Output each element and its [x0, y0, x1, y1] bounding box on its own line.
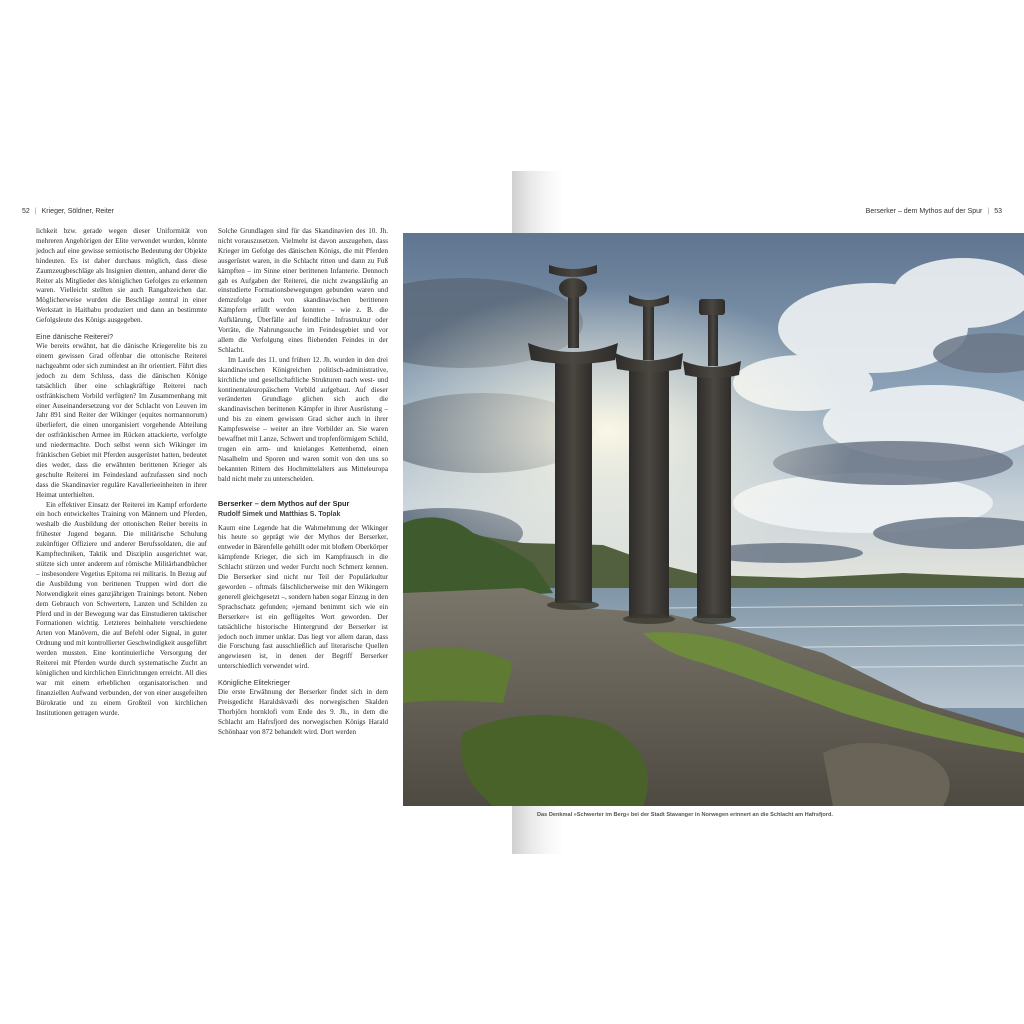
section-heading: Königliche Elitekrieger — [218, 678, 291, 688]
running-head-right-title: Berserker – dem Mythos auf der Spur — [865, 208, 983, 215]
paragraph: Kaum eine Legende hat die Wahrnehmung der Wikinger bis heute so geprägt wie der Mythos der Berserker, entweder in Bärenfelle gehüllt oder mit bloßem Oberkörper kämpfende Krieger, die sich im Kampfrausch in die Schlacht stürzen und weder Furcht noch Schmerz kennen. Die Berserker sind nicht nur Teil der Populärkultur geworden – oftmals fälschlicherweise mit den Wikingern generell gleichgesetzt –, sondern haben sogar Einzug in den Sprachschatz gefunden; »jemand benimmt sich wie ein Berserker« ist ein geflügeltes Wort geworden. Der tatsächliche historische Hintergrund der Berserker ist jedoch noch immer unklar. Das liegt vor allem daran, dass die Forschung fast ausschließlich auf literarische Quellen angewiesen ist, in denen der Begriff Berserker unterschiedlich verwendet wird. — [218, 523, 388, 671]
photo-swords-in-rock — [403, 233, 1024, 806]
text-column-2 — [218, 227, 388, 738]
page-number-right: 53 — [994, 208, 1002, 215]
running-head-right: Berserker – dem Mythos auf der Spur | 53 — [865, 208, 1002, 215]
page-number-left: 52 — [22, 208, 30, 215]
photo-caption: Das Denkmal »Schwerter im Berg« bei der Stadt Stavanger in Norwegen erinnert an die Schlacht am Hafrsfjord. — [537, 812, 833, 818]
paragraph: Wie bereits erwähnt, hat die dänische Kriegerelite bis zu einem gewissen Grad offenbar die ottonische Reiterei nachgeahmt oder sich zumindest an ihr orientiert. Führt dies jedoch zu dem Schluss, dass die dänischen Könige tatsächlich über eine schlagkräftige Reiterei nach ostfränkischem Vorbild verfügten? Im Zusammenhang mit einer Auseinandersetzung vor der Schlacht von Leuven im Jahr 891 sind Reiter der Wikinger (equites normannorum) überliefert, die einen unorganisiert vorgehende Abteilung der ostfränkischen Armee im Rücken attackierte, verfolgte und niedermachte. Doch selbst wenn sich Wikinger im fränkischen Gebiet mit Pferden ausgerüstet hatten, bedeutet dies weder, dass die erwähnten berittenen Krieger als geschulte Reiterei im Feindesland aufzufassen sind noch dass die Skandinavier reguläre Kavallerieeinheiten in ihrer Heimat unterhielten. — [36, 342, 207, 499]
running-head-left: 52 | Krieger, Söldner, Reiter — [22, 208, 114, 215]
paragraph: Solche Grundlagen sind für das Skandinavien des 10. Jh. nicht vorauszusetzen. Vielmehr ist davon auszugehen, dass Krieger im Gefolge des dänischen Königs, die mit Pferden ausgerüstet waren, in die Schlacht ritten und dann zu Fuß kämpften – im Sinne einer berittenen Infanterie. Dennoch gab es Aufgaben der Reiterei, die nicht zwangsläufig an einstudierte Formationsbewegungen gebunden waren und demzufolge auch von skandinavischen berittenen Kämpfern erfüllt werden konnten – wie z. B. die Aufklärung, Überfälle auf feindliche Infrastruktur oder Vorräte, die Nahrungssuche im Feindesgebiet und vor allem die Verfolgung eines fliehenden Feindes in der Schlacht. — [218, 227, 388, 354]
paragraph: lichkeit bzw. gerade wegen dieser Uniformität von mehreren Angehörigen der Elite verwendet wurden, könnte jedoch auf eine gewisse semiotische Bedeutung der Objekte hindeuten. Es ist daher durchaus möglich, dass diese Zaumzeugbeschläge als Insignien dienten, anhand derer die Reiter als Mitglieder des königlichen Gefolges zu erkennen waren. Vielleicht stellten sie auch Rangabzeichen dar. Möglicherweise wurden die Beschläge zentral in einer Werkstatt in Haithabu produziert und dann an bestimmte Gefolgsleute des Königs ausgegeben. — [36, 227, 207, 325]
section-heading: Eine dänische Reiterei? — [36, 332, 114, 342]
photo-illustration — [403, 233, 1024, 806]
box-title: Berserker – dem Mythos auf der Spur — [218, 498, 350, 508]
paragraph: Ein effektiver Einsatz der Reiterei im Kampf erforderte ein hoch entwickeltes Training von Männern und Pferden, weshalb die Ausbildung der ottonischen Reiter bereits in frühester Jugend begann. Die militärische Schulung zukünftiger Offiziere und anderer Berufssoldaten, die auf Kampftechniken, Taktik und Disziplin ausgerichtet war, stützte sich unter anderem auf römische Militärhandbücher – insbesondere Vegetius Epitoma rei militaris. In Bezug auf die Ausbildung von berittenen Truppen wird dort die Notwendigkeit eines ganzjährigen Trainings betont. Neben dem Gebrauch von Schwertern, Lanzen und Schilden zu Pferd und in der Bewegung war das Einstudieren taktischer Formationen wichtig. Letzteres beinhaltete verschiedene Arten von Manövern, die auf Befehl oder Signal, in guter Ordnung und mit kontrollierter Geschwindigkeit ausgeführt werden mussten. Eine kontinuierliche Versorgung der Reiterei mit Pferden wurde durch systematische Zucht an königlichen und kirchlichen Einrichtungen erreicht. All dies war mit einem erheblichen organisatorischen und finanziellen Aufwand verbunden, der von einer ausgefeilten Bürokratie und zu einem Großteil von kirchlichen Institutionen getragen wurde. — [36, 500, 207, 717]
box-authors: Rudolf Simek und Matthias S. Toplak — [218, 510, 341, 518]
text-column-1 — [36, 227, 207, 719]
paragraph: Die erste Erwähnung der Berserker findet sich in dem Preisgedicht Haraldskvæði des norwegischen Skalden Thorbjörn hornklofi vom Ende des 9. Jh., in dem die Schlacht am Hafrsfjord des norwegischen Königs Harald Schönhaar von 872 behandelt wird. Dort werden — [218, 688, 388, 736]
running-head-left-title: Krieger, Söldner, Reiter — [41, 208, 114, 215]
paragraph: Im Laufe des 11. und frühen 12. Jh. wurden in den drei skandinavischen Königreichen politisch-administrative, kirchliche und gesellschaftliche Strukturen nach west- und kontinentaleuropäischem Vorbild aufgebaut. Auf dieser veränderten Grundlage glichen sich auch die skandinavischen berittenen Kämpfer in ihrer Ausrüstung – und bis zu einem gewissen Grad sicher auch in ihrer Kampfesweise – weiter an ihre Vorbilder an. Sie waren bewaffnet mit Lanze, Schwert und tropfenförmigem Schild, trugen ein arm- und knielanges Kettenhemd, einen Nasalhelm und Sporen und waren somit von den uns so bekannten Rittern des Hochmittelalters aus Mitteleuropa bald nicht mehr zu unterscheiden. — [218, 355, 388, 483]
